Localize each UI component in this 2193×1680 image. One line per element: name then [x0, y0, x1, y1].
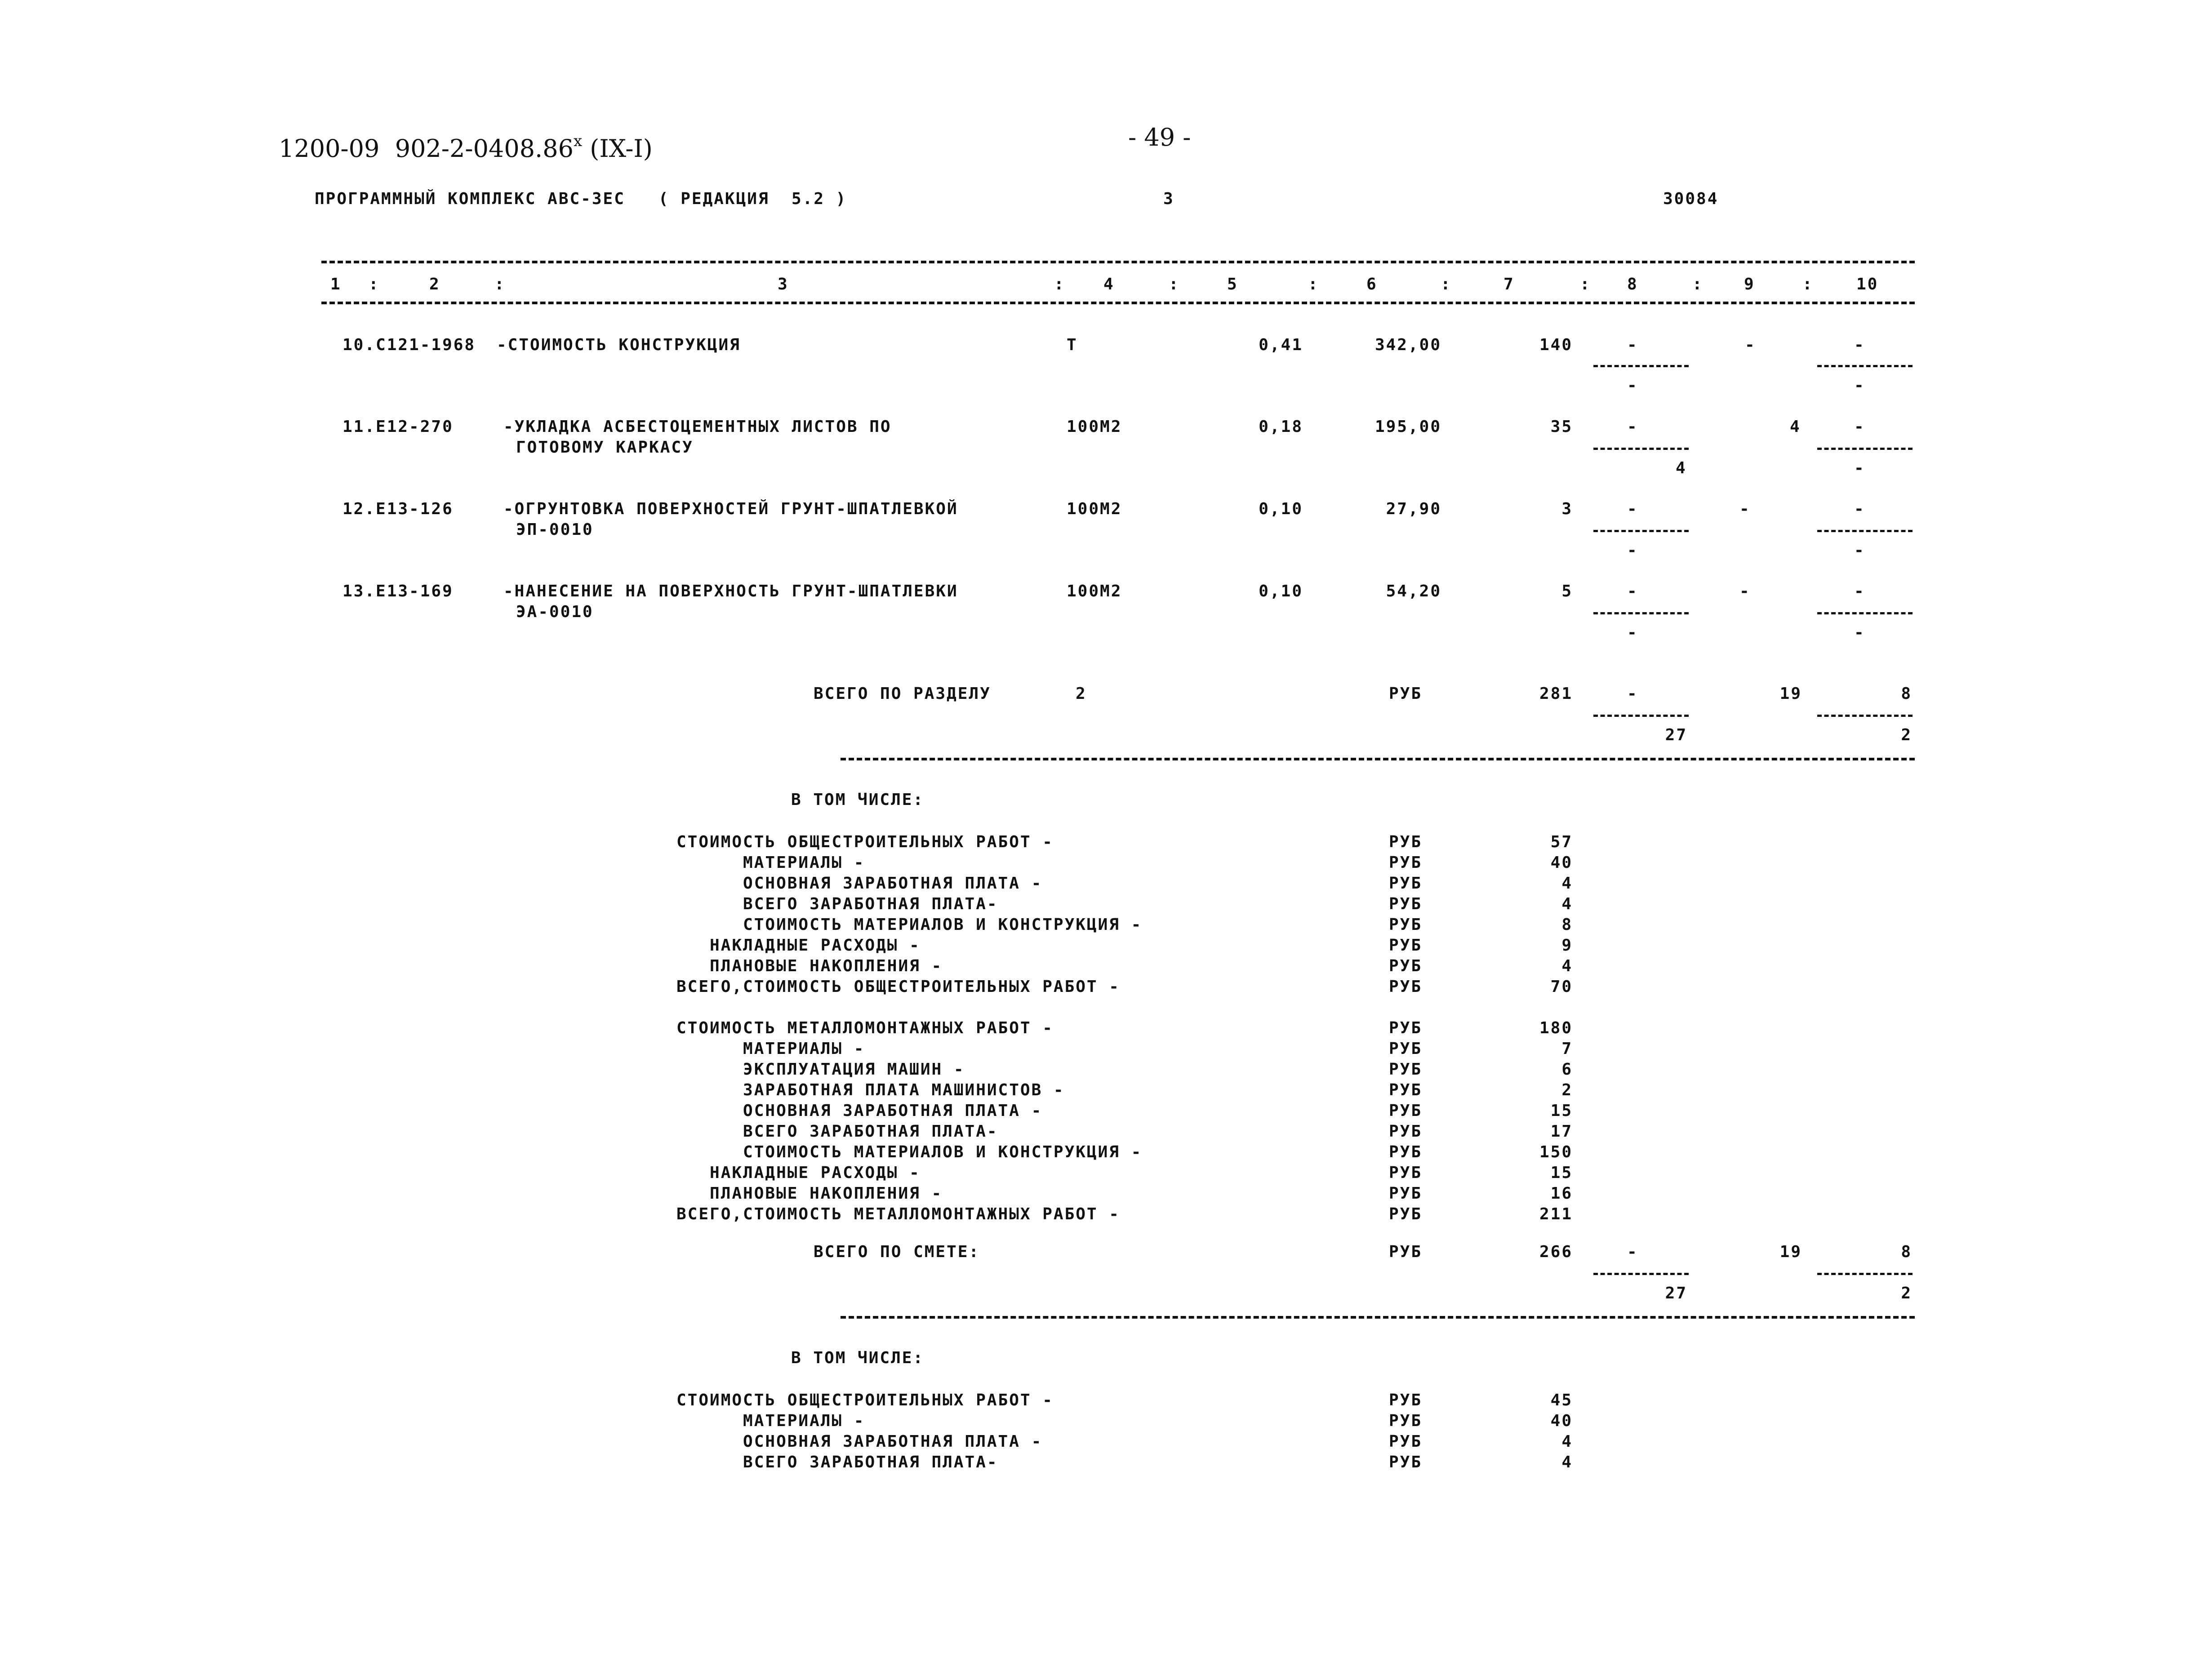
row-unit: 100М2	[1067, 582, 1122, 600]
breakdown-label: СТОИМОСТЬ МАТЕРИАЛОВ И КОНСТРУКЦИЯ -	[676, 916, 1143, 934]
breakdown-value: 4	[1561, 1453, 1573, 1471]
row-unit-price: 54,20	[1386, 582, 1441, 600]
estimate-total-rule	[841, 1316, 1915, 1319]
column-header-separator: :	[1802, 275, 1814, 293]
breakdown-value: 6	[1561, 1060, 1573, 1079]
row-col10-top: -	[1854, 418, 1865, 436]
section-total-col10-top: 8	[1901, 684, 1912, 703]
row-unit-price: 27,90	[1386, 500, 1441, 518]
breakdown-label: МАТЕРИАЛЫ -	[676, 1412, 865, 1430]
row-name: -УКЛАДКА АСБЕСТОЦЕМЕНТНЫХ ЛИСТОВ ПО	[503, 418, 892, 436]
breakdown-label: МАТЕРИАЛЫ -	[676, 1040, 865, 1058]
column-header-separator: :	[1054, 275, 1065, 293]
section-total-col10-bottom: 2	[1901, 726, 1912, 744]
breakdown-value: 180	[1539, 1019, 1573, 1037]
row-quantity: 0,41	[1259, 336, 1303, 354]
section-total-col10-rule	[1817, 715, 1913, 717]
breakdown-label: СТОИМОСТЬ МЕТАЛЛОМОНТАЖНЫХ РАБОТ -	[676, 1019, 1054, 1037]
breakdown-label: ПЛАНОВЫЕ НАКОПЛЕНИЯ -	[676, 1184, 943, 1203]
breakdown-label: СТОИМОСТЬ ОБЩЕСТРОИТЕЛЬНЫХ РАБОТ -	[676, 1391, 1054, 1409]
estimate-total-col8-top: -	[1627, 1243, 1638, 1261]
breakdown-unit: РУБ	[1389, 1019, 1423, 1037]
section-total-col8-rule	[1593, 715, 1689, 717]
row-col8-bottom: -	[1627, 541, 1638, 560]
column-header-separator: :	[1441, 275, 1452, 293]
row-col8-rule	[1593, 612, 1689, 614]
doc-number-sup: x	[573, 132, 583, 150]
row-total: 3	[1561, 500, 1573, 518]
column-header-separator: :	[1169, 275, 1180, 293]
doc-number-suffix: (IX-I)	[582, 134, 653, 163]
row-col8-rule	[1593, 530, 1689, 532]
estimate-total-value: 266	[1539, 1243, 1573, 1261]
row-name: -СТОИМОСТЬ КОНСТРУКЦИЯ	[497, 336, 741, 354]
row-col10-rule	[1817, 448, 1913, 450]
estimate-total-col8-rule	[1593, 1273, 1689, 1275]
row-col10-top: -	[1854, 500, 1865, 518]
section-total-col8-top: -	[1627, 684, 1638, 703]
breakdown-value: 57	[1550, 833, 1573, 851]
breakdown-label: НАКЛАДНЫЕ РАСХОДЫ -	[676, 936, 921, 955]
breakdown-value: 9	[1561, 936, 1573, 955]
estimate-breakdown-heading: В ТОМ ЧИСЛЕ:	[791, 1349, 925, 1367]
breakdown-value: 70	[1550, 978, 1573, 996]
estimate-total-col10-top: 8	[1901, 1243, 1912, 1261]
estimate-total-col10-rule	[1817, 1273, 1913, 1275]
breakdown-value: 211	[1539, 1205, 1573, 1223]
row-col10-top: -	[1854, 336, 1865, 354]
breakdown-label: СТОИМОСТЬ МАТЕРИАЛОВ И КОНСТРУКЦИЯ -	[676, 1143, 1143, 1161]
estimate-total-label: ВСЕГО ПО СМЕТЕ:	[814, 1243, 980, 1261]
row-col9-top: 4	[1790, 418, 1801, 436]
breakdown-unit: РУБ	[1389, 916, 1423, 934]
column-header-rule	[321, 302, 1915, 304]
row-total: 5	[1561, 582, 1573, 600]
column-header-separator: :	[1692, 275, 1704, 293]
column-header-9: 9	[1744, 275, 1755, 293]
breakdown-label: ВСЕГО ЗАРАБОТНАЯ ПЛАТА-	[676, 1453, 998, 1471]
breakdown-value: 7	[1561, 1040, 1573, 1058]
breakdown-unit: РУБ	[1389, 1143, 1423, 1161]
row-col8-top: -	[1627, 336, 1638, 354]
breakdown-label: ЗАРАБОТНАЯ ПЛАТА МАШИНИСТОВ -	[676, 1081, 1065, 1099]
section-total-rule	[841, 758, 1915, 760]
row-quantity: 0,10	[1259, 582, 1303, 600]
row-name: -НАНЕСЕНИЕ НА ПОВЕРХНОСТЬ ГРУНТ-ШПАТЛЕВКИ	[503, 582, 958, 600]
row-col10-bottom: -	[1854, 623, 1865, 642]
breakdown-label: ВСЕГО ЗАРАБОТНАЯ ПЛАТА-	[676, 895, 998, 913]
row-col9-top: -	[1739, 500, 1751, 518]
breakdown-unit: РУБ	[1389, 1102, 1423, 1120]
breakdown-value: 150	[1539, 1143, 1573, 1161]
row-col8-bottom: -	[1627, 376, 1638, 395]
column-header-3: 3	[778, 275, 789, 293]
column-header-10: 10	[1856, 275, 1879, 293]
row-col8-rule	[1593, 365, 1689, 367]
breakdown-label: ОСНОВНАЯ ЗАРАБОТНАЯ ПЛАТА -	[676, 1102, 1043, 1120]
row-col8-top: -	[1627, 418, 1638, 436]
breakdown-label: НАКЛАДНЫЕ РАСХОДЫ -	[676, 1164, 921, 1182]
breakdown-label: ОСНОВНАЯ ЗАРАБОТНАЯ ПЛАТА -	[676, 874, 1043, 893]
row-col10-bottom: -	[1854, 541, 1865, 560]
row-name: -ОГРУНТОВКА ПОВЕРХНОСТЕЙ ГРУНТ-ШПАТЛЕВКОЙ	[503, 500, 958, 518]
row-name-continued: ГОТОВОМУ КАРКАСУ	[516, 438, 694, 457]
row-col8-bottom: -	[1627, 623, 1638, 642]
row-unit: 100М2	[1067, 418, 1122, 436]
row-quantity: 0,18	[1259, 418, 1303, 436]
breakdown-unit: РУБ	[1389, 936, 1423, 955]
row-code: 10.С121-1968	[343, 336, 476, 354]
breakdown-unit: РУБ	[1389, 1040, 1423, 1058]
row-name-continued: ЭА-0010	[516, 603, 594, 621]
row-code: 12.Е13-126	[343, 500, 454, 518]
column-header-8: 8	[1627, 275, 1638, 293]
page-number: - 49 -	[1128, 123, 1191, 151]
row-col8-top: -	[1627, 500, 1638, 518]
section-breakdown-heading: В ТОМ ЧИСЛЕ:	[791, 791, 925, 809]
row-code: 13.Е13-169	[343, 582, 454, 600]
section-total-unit: РУБ	[1389, 684, 1423, 703]
row-col10-top: -	[1854, 582, 1865, 600]
section-total-col8-bottom: 27	[1665, 726, 1687, 744]
breakdown-label: ВСЕГО,СТОИМОСТЬ ОБЩЕСТРОИТЕЛЬНЫХ РАБОТ -	[676, 978, 1120, 996]
breakdown-unit: РУБ	[1389, 895, 1423, 913]
breakdown-unit: РУБ	[1389, 1081, 1423, 1099]
breakdown-value: 40	[1550, 1412, 1573, 1430]
breakdown-label: ВСЕГО ЗАРАБОТНАЯ ПЛАТА-	[676, 1122, 998, 1141]
breakdown-value: 15	[1550, 1102, 1573, 1120]
program-code: 30084	[1663, 190, 1719, 208]
row-col10-rule	[1817, 530, 1913, 532]
breakdown-label: СТОИМОСТЬ ОБЩЕСТРОИТЕЛЬНЫХ РАБОТ -	[676, 833, 1054, 851]
column-header-6: 6	[1366, 275, 1378, 293]
row-unit-price: 342,00	[1375, 336, 1441, 354]
breakdown-value: 40	[1550, 853, 1573, 872]
column-header-separator: :	[369, 275, 380, 293]
breakdown-value: 4	[1561, 895, 1573, 913]
row-total: 140	[1539, 336, 1573, 354]
doc-number	[279, 131, 653, 163]
row-col9-top: -	[1745, 336, 1756, 354]
breakdown-unit: РУБ	[1389, 1122, 1423, 1141]
estimate-total-col9-top: 19	[1779, 1243, 1802, 1261]
column-header-separator: :	[1580, 275, 1591, 293]
row-name-continued: ЭП-0010	[516, 520, 594, 539]
column-header-separator: :	[494, 275, 506, 293]
column-header-separator: :	[1308, 275, 1319, 293]
column-header-4: 4	[1103, 275, 1115, 293]
breakdown-unit: РУБ	[1389, 978, 1423, 996]
doc-number-main: 1200-09 902-2-0408.86	[279, 134, 574, 163]
breakdown-label: ЭКСПЛУАТАЦИЯ МАШИН -	[676, 1060, 965, 1079]
breakdown-unit: РУБ	[1389, 1412, 1423, 1430]
column-header-1: 1	[330, 275, 342, 293]
table-top-rule	[321, 261, 1915, 263]
breakdown-unit: РУБ	[1389, 1184, 1423, 1203]
row-col8-bottom: 4	[1676, 459, 1687, 477]
row-code: 11.Е12-270	[343, 418, 454, 436]
column-header-5: 5	[1227, 275, 1238, 293]
section-total-col9-top: 19	[1779, 684, 1802, 703]
program-title: ПРОГРАММНЫЙ КОМПЛЕКС АВС-3ЕС ( РЕДАКЦИЯ 5.2 )	[315, 190, 847, 208]
row-col8-rule	[1593, 448, 1689, 450]
breakdown-unit: РУБ	[1389, 853, 1423, 872]
row-quantity: 0,10	[1259, 500, 1303, 518]
breakdown-unit: РУБ	[1389, 833, 1423, 851]
breakdown-value: 4	[1561, 957, 1573, 975]
breakdown-label: ВСЕГО,СТОИМОСТЬ МЕТАЛЛОМОНТАЖНЫХ РАБОТ -	[676, 1205, 1120, 1223]
row-unit: Т	[1067, 336, 1078, 354]
breakdown-value: 4	[1561, 874, 1573, 893]
row-col9-top: -	[1739, 582, 1751, 600]
estimate-total-unit: РУБ	[1389, 1243, 1423, 1261]
section-total-value: 281	[1539, 684, 1573, 703]
breakdown-value: 15	[1550, 1164, 1573, 1182]
breakdown-unit: РУБ	[1389, 1164, 1423, 1182]
breakdown-value: 4	[1561, 1432, 1573, 1451]
row-total: 35	[1550, 418, 1573, 436]
breakdown-unit: РУБ	[1389, 957, 1423, 975]
column-header-2: 2	[429, 275, 440, 293]
breakdown-unit: РУБ	[1389, 1453, 1423, 1471]
breakdown-value: 16	[1550, 1184, 1573, 1203]
breakdown-label: МАТЕРИАЛЫ -	[676, 853, 865, 872]
breakdown-unit: РУБ	[1389, 874, 1423, 893]
estimate-total-col10-bottom: 2	[1901, 1284, 1912, 1302]
breakdown-label: ОСНОВНАЯ ЗАРАБОТНАЯ ПЛАТА -	[676, 1432, 1043, 1451]
section-total-count: 2	[1076, 684, 1087, 703]
column-header-7: 7	[1504, 275, 1515, 293]
row-unit: 100М2	[1067, 500, 1122, 518]
breakdown-value: 2	[1561, 1081, 1573, 1099]
estimate-total-col8-bottom: 27	[1665, 1284, 1687, 1302]
row-col10-bottom: -	[1854, 459, 1865, 477]
breakdown-unit: РУБ	[1389, 1432, 1423, 1451]
breakdown-unit: РУБ	[1389, 1205, 1423, 1223]
breakdown-unit: РУБ	[1389, 1391, 1423, 1409]
section-total-label: ВСЕГО ПО РАЗДЕЛУ	[814, 684, 991, 703]
row-col8-top: -	[1627, 582, 1638, 600]
row-col10-bottom: -	[1854, 376, 1865, 395]
breakdown-value: 45	[1550, 1391, 1573, 1409]
breakdown-unit: РУБ	[1389, 1060, 1423, 1079]
row-unit-price: 195,00	[1375, 418, 1441, 436]
program-index: 3	[1163, 190, 1174, 208]
breakdown-value: 8	[1561, 916, 1573, 934]
row-col10-rule	[1817, 365, 1913, 367]
breakdown-label: ПЛАНОВЫЕ НАКОПЛЕНИЯ -	[676, 957, 943, 975]
breakdown-value: 17	[1550, 1122, 1573, 1141]
row-col10-rule	[1817, 612, 1913, 614]
